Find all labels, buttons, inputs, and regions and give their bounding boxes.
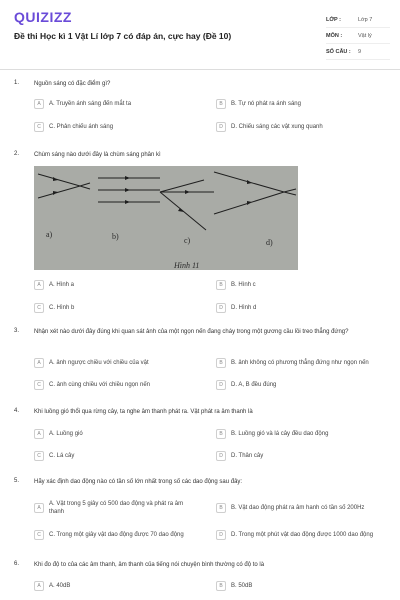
meta-key: SỐ CÂU : [326, 48, 351, 55]
question-text: Chùm sáng nào dưới đây là chùm sáng phân kì [34, 152, 161, 158]
question-number: 4. [14, 408, 20, 414]
meta-key: LỚP : [326, 16, 341, 23]
option-letter-box: A [34, 99, 44, 109]
option-text: A. ảnh ngược chiều với chiều của vật [49, 360, 149, 366]
question-number: 6. [14, 561, 20, 567]
option-d[interactable] [216, 449, 394, 463]
option-a[interactable] [34, 427, 204, 441]
option-text: D. Chiếu sáng các vật xung quanh [231, 124, 323, 130]
option-letter-box: A [34, 429, 44, 439]
option-letter-box: A [34, 503, 44, 513]
option-a[interactable] [34, 97, 204, 111]
option-text: B. ảnh không có phương thẳng đứng như ngọn nến [231, 360, 369, 366]
figure-label-a: a) [46, 230, 53, 239]
question-text: Hãy xác định dao động nào có tần số lớn nhất trong số các dao động sau đây: [34, 479, 243, 485]
option-text: A. Luồng gió [49, 431, 83, 437]
question-number: 2. [14, 151, 20, 157]
option-a[interactable] [34, 278, 204, 292]
quizizz-logo: QUIZIZZ [14, 9, 72, 25]
meta-row-grade [326, 12, 390, 28]
option-text: C. Trong một giây vật dao động được 70 dao động [49, 532, 184, 538]
option-letter-box: B [216, 429, 226, 439]
option-text: D. Trong một phút vật dao động được 1000 dao động [231, 532, 374, 538]
option-d[interactable] [216, 526, 394, 544]
option-text: A. Truyền ánh sáng đến mắt ta [49, 101, 132, 107]
option-c[interactable] [34, 449, 204, 463]
question-text: Khi đo độ to của các âm thanh, âm thanh của tiếng nói chuyện bình thường có độ to là [34, 562, 265, 568]
option-b[interactable] [216, 356, 394, 370]
option-letter-box: B [216, 581, 226, 591]
option-letter-box: D [216, 380, 226, 390]
worksheet-title: Đề thi Học kì 1 Vật Lí lớp 7 có đáp án, cực hay (Đề 10) [14, 31, 232, 41]
light-beam-diagram [34, 166, 298, 270]
option-text: C. Lá cây [49, 453, 75, 459]
option-b[interactable] [216, 97, 394, 111]
question-number: 3. [14, 328, 20, 334]
option-text: A. 40dB [49, 583, 71, 589]
worksheet-header [0, 0, 400, 64]
option-letter-box: A [34, 280, 44, 290]
option-letter-box: B [216, 99, 226, 109]
question-text: Nhận xét nào dưới đây đúng khi quan sát ảnh của một ngọn nến đang cháy trong một gương cầu lồi treo thẳng đứng? [34, 329, 349, 335]
figure-label-b: b) [112, 232, 119, 241]
option-text: D. Hình d [231, 305, 257, 311]
question-text: Nguồn sáng có đặc điểm gì? [34, 81, 111, 87]
question-number: 1. [14, 80, 20, 86]
option-d[interactable] [216, 120, 394, 134]
meta-value: Lớp 7 [358, 16, 373, 23]
figure-caption: Hình 11 [174, 261, 200, 270]
option-text: B. Luồng gió và lá cây đều dao động [231, 431, 329, 437]
option-letter-box: D [216, 303, 226, 313]
option-c[interactable] [34, 301, 204, 315]
option-letter-box: C [34, 303, 44, 313]
option-letter-box: A [34, 358, 44, 368]
question-number: 5. [14, 478, 20, 484]
option-letter-box: C [34, 380, 44, 390]
option-text: A. Vật trong 5 giây có 500 dao động và phát ra âm thanh [49, 501, 184, 515]
meta-value: Vật lý [358, 32, 372, 39]
figure-label-c: c) [184, 236, 191, 245]
question-text: Khi luồng gió thổi qua rừng cây, ta nghe âm thanh phát ra. Vật phát ra âm thanh là [34, 409, 253, 415]
option-a[interactable] [34, 499, 204, 517]
option-d[interactable] [216, 301, 394, 315]
option-letter-box: C [34, 530, 44, 540]
option-letter-box: B [216, 280, 226, 290]
option-text: D. A, B đều đúng [231, 382, 277, 388]
option-a[interactable] [34, 579, 204, 593]
option-letter-box: B [216, 503, 226, 513]
option-letter-box: D [216, 530, 226, 540]
option-a[interactable] [34, 356, 204, 370]
option-text: C. Hình b [49, 305, 75, 311]
option-letter-box: C [34, 122, 44, 132]
option-text: C. ảnh cùng chiều với chiều ngọn nến [49, 382, 151, 388]
option-c[interactable] [34, 120, 204, 134]
meta-row-subject [326, 28, 390, 44]
option-text: B. Vật dao động phát ra âm hanh có tần số 200Hz [231, 505, 365, 511]
option-text: C. Phản chiếu ánh sáng [49, 124, 114, 130]
meta-row-count [326, 44, 390, 60]
option-letter-box: A [34, 581, 44, 591]
meta-table [326, 12, 390, 60]
option-letter-box: B [216, 358, 226, 368]
option-text: D. Thân cây [231, 453, 264, 459]
header-divider [0, 69, 400, 70]
option-b[interactable] [216, 278, 394, 292]
option-text: B. Hình c [231, 282, 256, 288]
option-b[interactable] [216, 501, 394, 515]
meta-value: 9 [358, 48, 362, 55]
option-text: A. Hình a [49, 282, 75, 288]
option-c[interactable] [34, 528, 204, 542]
option-letter-box: D [216, 451, 226, 461]
option-b[interactable] [216, 579, 394, 593]
option-text: B. 50dB [231, 583, 253, 589]
option-c[interactable] [34, 378, 204, 392]
meta-key: MÔN : [326, 32, 343, 39]
option-text: B. Tự nó phát ra ánh sáng [231, 101, 301, 107]
option-b[interactable] [216, 427, 394, 441]
figure-label-d: d) [266, 238, 273, 247]
option-letter-box: D [216, 122, 226, 132]
light-beam-figure [34, 166, 298, 270]
option-d[interactable] [216, 378, 394, 392]
option-letter-box: C [34, 451, 44, 461]
